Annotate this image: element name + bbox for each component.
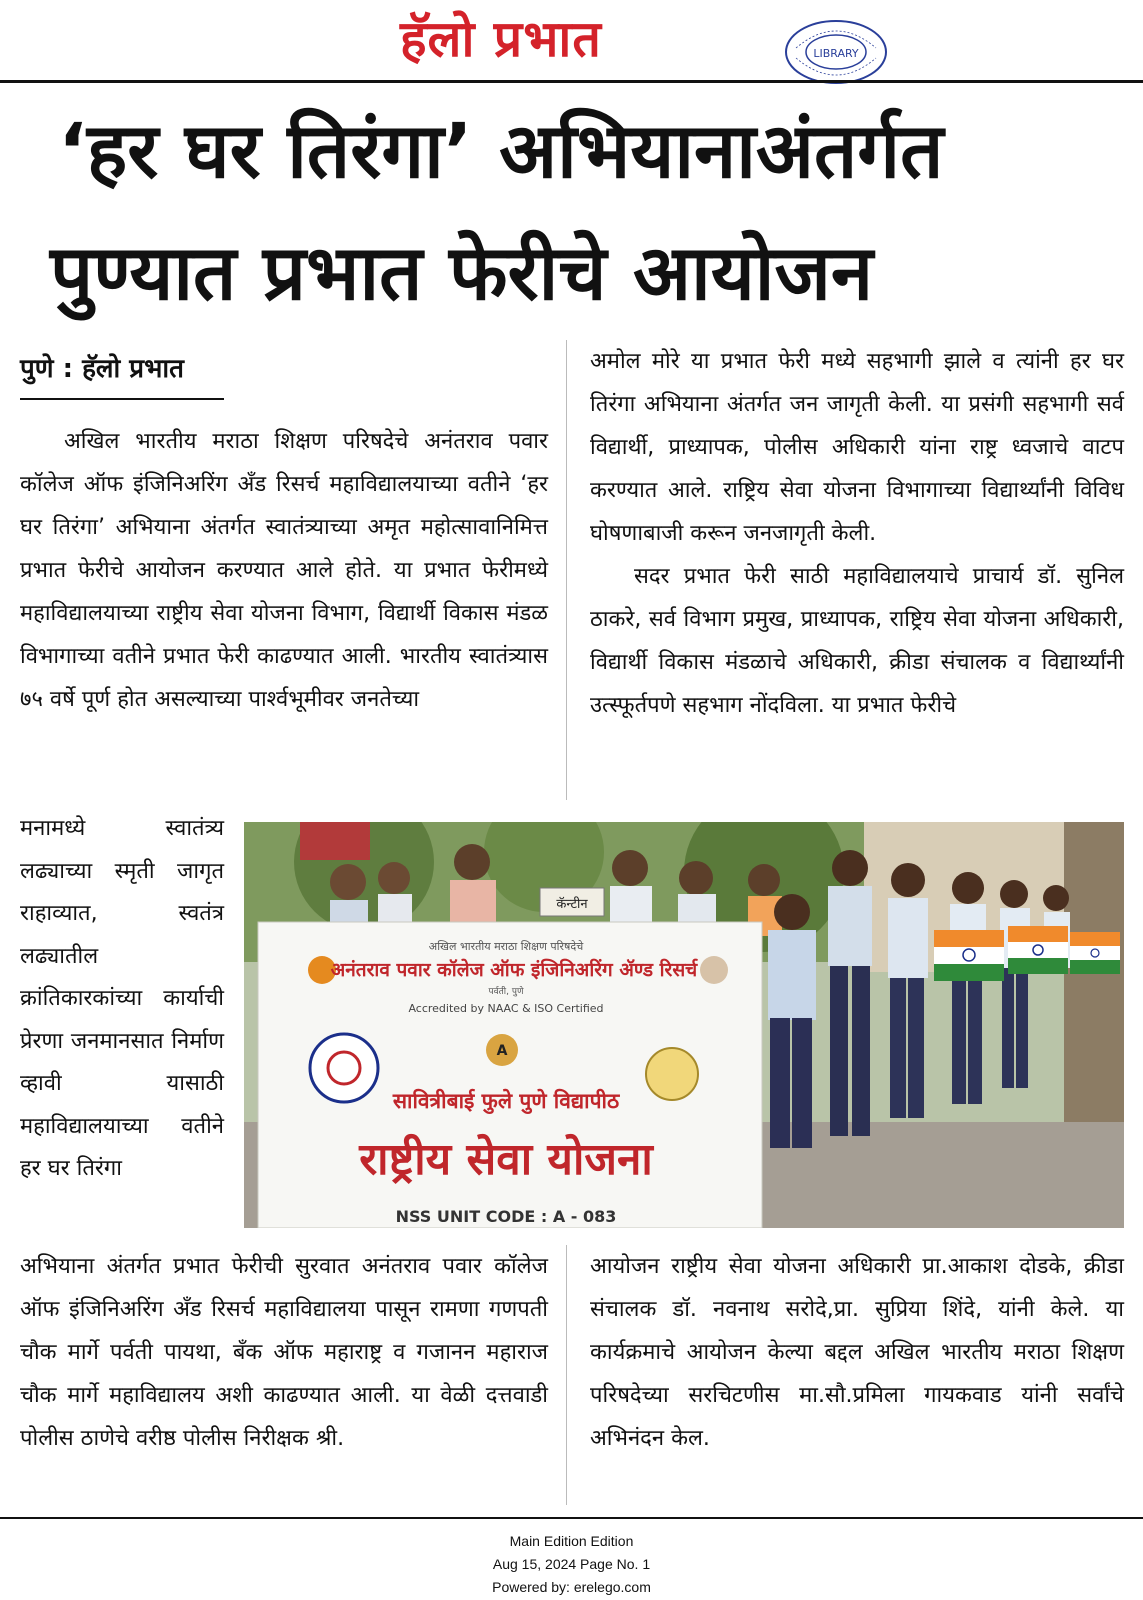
tricolour-flags: [934, 926, 1120, 981]
dateline-rule: [20, 398, 224, 400]
article-right-top: [590, 340, 1124, 727]
canteen-sign-label: कॅन्टीन: [556, 897, 588, 912]
article-paragraph: सदर प्रभात फेरी साठी महाविद्यालयाचे प्राचार्य डॉ. सुनिल ठाकरे, सर्व विभाग प्रमुख, प्राध्यापक, राष्ट्रिय सेवा योजना अधिकारी, विद्यार्थी विकास मंडळाचे अधिकारी, क्रीडा संचालक व विद्यार्थ्यांनी उत्स्फूर्तपणे सहभाग नोंदविला. या प्रभात फेरीचे: [590, 564, 1124, 718]
masthead-rule: [0, 80, 1143, 83]
banner-university: सावित्रीबाई फुले पुणे विद्यापीठ: [392, 1089, 620, 1113]
stamp-label: LIBRARY: [813, 47, 859, 60]
article-paragraph: मनामध्ये स्वातंत्र्य लढ्याच्या स्मृती जागृत राहाव्यात, स्वतंत्र लढ्यातील क्रांतिकारकांच्या कार्याची प्रेरणा जनमानसात निर्माण व्हावी यासाठी महाविद्यालयाच्या वतीने हर घर तिरंगा: [20, 816, 224, 1181]
nss-logo-icon: [310, 1034, 378, 1102]
footer-edition: Main Edition Edition: [509, 1533, 634, 1549]
newspaper-title: हॅलो प्रभात: [400, 9, 602, 68]
article-paragraph: अमोल मोरे या प्रभात फेरी मध्ये सहभागी झाले व त्यांनी हर घर तिरंगा अभियाना अंतर्गत जन जागृती केली. या प्रसंगी सहभागी सर्व विद्यार्थी, प्राध्यापक, पोलीस अधिकारी यांना राष्ट्र ध्वजाचे वाटप करण्यात आले. राष्ट्रिय सेवा योजना विभागाच्या विद्यार्थ्यांनी विविध घोषणाबाजी करून जनजागृती केली.: [590, 349, 1124, 546]
banner-accreditation: Accredited by NAAC & ISO Certified: [408, 1002, 604, 1015]
university-logo-icon: [646, 1048, 698, 1100]
banner-place: पर्वती, पुणे: [488, 987, 524, 997]
article-right-bottom: [590, 1245, 1124, 1460]
article-left-top: [20, 420, 548, 721]
headline-line-2: पुण्यात प्रभात फेरीचे आयोजन: [50, 228, 874, 317]
library-stamp: [782, 18, 890, 86]
footer-rule: [0, 1517, 1143, 1519]
column-divider: [566, 340, 567, 800]
naac-grade: A: [496, 1043, 508, 1059]
article-paragraph: अखिल भारतीय मराठा शिक्षण परिषदेचे अनंतराव पवार कॉलेज ऑफ इंजिनिअरिंग अँड रिसर्च महाविद्यालयाच्या वतीने ‘हर घर तिरंगा’ अभियाना अंतर्गत स्वातंत्र्याच्या अमृत महोत्सावानिमित्त प्रभात फेरीचे आयोजन करण्यात आले होते. या प्रभात फेरीमध्ये महाविद्यालयाच्या राष्ट्रीय सेवा योजना विभाग, विद्यार्थी विकास मंडळ विभागाच्या वतीने प्रभात फेरी काढण्यात आली. भारतीय स्वातंत्र्यास ७५ वर्षे पूर्ण होत असल्याच्या पार्श्वभूमीवर जनतेच्या: [20, 429, 548, 712]
headline-line-1: ‘हर घर तिरंगा’ अभियानाअंतर्गत: [58, 106, 944, 195]
banner-society: अखिल भारतीय मराठा शिक्षण परिषदेचे: [428, 940, 584, 953]
footer-date-page: Aug 15, 2024 Page No. 1: [492, 1556, 651, 1572]
banner-college: अनंतराव पवार कॉलेज ऑफ इंजिनिअरिंग ॲण्ड रिसर्च: [330, 959, 698, 981]
nss-banner: [258, 922, 762, 1228]
article-left-bottom: [20, 1245, 548, 1460]
founder-portrait-icon: [700, 956, 728, 984]
article-paragraph: अभियाना अंतर्गत प्रभात फेरीची सुरवात अनंतराव पवार कॉलेज ऑफ इंजिनिअरिंग अँड रिसर्च महाविद्यालया पासून रामणा गणपती चौक मार्गे पर्वती पायथा, बँक ऑफ महाराष्ट्र व गजानन महाराज चौक मार्गे महाविद्यालय अशी काढण्यात आली. या वेळी दत्तवाडी पोलीस ठाणेचे वरीष्ठ पोलीस निरीक्षक श्री.: [20, 1254, 548, 1451]
college-sign: [300, 822, 370, 860]
column-divider: [566, 1245, 567, 1505]
dateline: पुणे : हॅलो प्रभात: [20, 354, 184, 384]
masthead: [0, 0, 1143, 78]
footer-powered-by: Powered by: erelego.com: [492, 1579, 651, 1595]
article-left-narrow: [20, 808, 224, 1191]
article-paragraph: आयोजन राष्ट्रीय सेवा योजना अधिकारी प्रा.आकाश दोडके, क्रीडा संचालक डॉ. नवनाथ सरोदे,प्रा. सुप्रिया शिंदे, यांनी केले. या कार्यक्रमाचे आयोजन केल्या बद्दल अखिल भारतीय मराठा शिक्षण परिषदेच्या सरचिटणीस मा.सौ.प्रमिला गायकवाड यांनी सर्वांचे अभिनंदन केल.: [590, 1254, 1124, 1451]
banner-unit-code: NSS UNIT CODE : A - 083: [395, 1207, 617, 1226]
rally-photo: [244, 822, 1124, 1228]
banner-title: राष्ट्रीय सेवा योजना: [359, 1134, 653, 1185]
